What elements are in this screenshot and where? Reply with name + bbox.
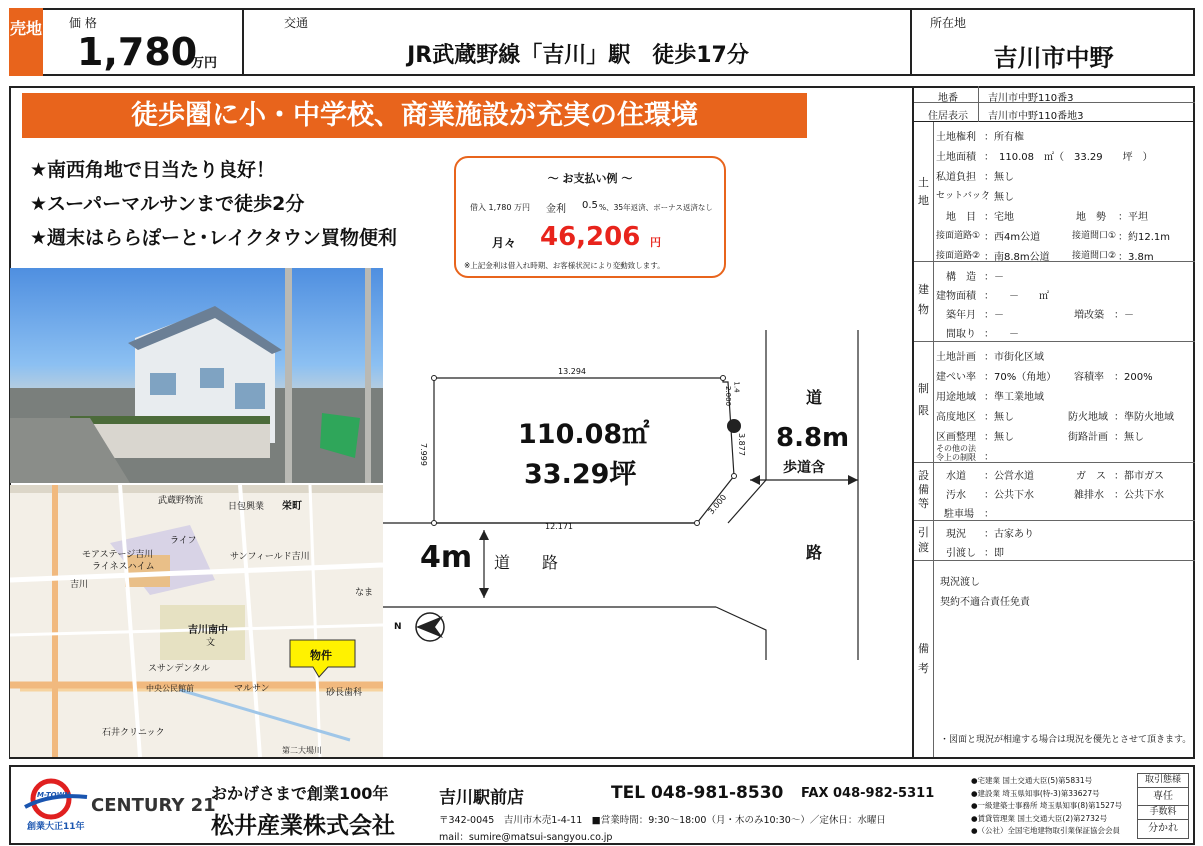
building-section [914, 262, 1195, 342]
limit-label: 用途地域 [936, 392, 976, 403]
equip-label: 水道 [946, 471, 966, 482]
land-label: セットバック [936, 191, 990, 201]
map-label: 砂長歯科 [326, 688, 363, 698]
house-photo [10, 268, 383, 483]
century21-logo: CENTURY 21 [91, 795, 216, 816]
price-value: 1,780 [77, 30, 198, 74]
fee-label: 手数料 [1138, 806, 1188, 820]
chiban-value: 吉川市中野110番3 [988, 93, 1074, 104]
footer [9, 765, 1195, 845]
deliv-value: ：即 [984, 548, 1004, 559]
land-label: 地 目 [936, 212, 976, 223]
equip-label: 駐車場 [944, 509, 974, 520]
headline-banner: 徒歩圏に小・中学校、商業施設が充実の住環境 [22, 93, 807, 138]
map-label: モアステージ吉川 [82, 550, 154, 560]
company-address: 〒342-0045 吉川市木売1-4-11 ■営業時間：9:30～18:00（月・木のみ10:30～）／定休日：水曜日 [439, 815, 886, 826]
limit-label: その他の法 令上の制限 [936, 444, 976, 462]
price-label: 価 格 [69, 16, 97, 30]
limit-value: ：市街化区域 [984, 352, 1044, 363]
chiban-row [914, 86, 1195, 103]
feature-1: ★南西角地で日当たり良好！ [30, 159, 276, 181]
road-south-label: 道 路 [494, 553, 559, 572]
payment-rate-note: %、35年返済、ボーナス返済なし [599, 203, 713, 212]
feature-3: ★週末はららぽーと･レイクタウン買物便利 [30, 227, 397, 249]
land-value: ：平坦 [1118, 212, 1148, 223]
price-unit: 万円 [191, 56, 218, 71]
limit-label: 街路計画 [1068, 432, 1108, 443]
land-label: 接面道路① [936, 231, 981, 241]
payment-rate-label: 金利 [546, 204, 566, 215]
sale-badge: 売地 [9, 8, 43, 76]
payment-monthly-value: 46,206 [540, 222, 641, 252]
mtown-text: M-TOWN [37, 791, 71, 799]
jukyo-value: 吉川市中野110番地3 [988, 111, 1084, 122]
equipment-section-label: 設備等 [914, 463, 934, 521]
property-spec-table [912, 86, 1195, 759]
land-label: 土地面積 [936, 152, 976, 163]
dim-right: 3.877 [736, 433, 746, 456]
equip-value: ：都市ガス [1114, 471, 1164, 482]
land-label: 接面道路② [936, 251, 981, 261]
company-email: mail：sumire@matsui-sangyou.co.jp [439, 832, 613, 843]
limit-value: ：無し [1114, 432, 1144, 443]
map-label: 日包興業 [228, 502, 265, 512]
dim-corner: 3.000 [706, 492, 729, 517]
lot-area-tsubo: 33.29坪 [524, 459, 637, 490]
limit-value: ：70%（角地） [984, 372, 1057, 383]
payment-loan: 借入 1,780 万円 [470, 203, 530, 212]
land-label: 私道負担 [936, 172, 976, 183]
deal-value: 専任 [1138, 788, 1188, 806]
lot-area-m2: 110.08㎡ [518, 419, 650, 450]
lot-diagram [383, 330, 913, 660]
limit-value: ：200% [1114, 372, 1153, 383]
license-item: ●賃貸管理業 国土交通大臣(2)第2732号 [971, 813, 1108, 823]
payment-monthly-label: 月々 [492, 236, 517, 250]
fee-value: 分かれ [1148, 823, 1178, 834]
chiban-label: 地番 [938, 93, 958, 104]
limit-value: ：無し [984, 412, 1014, 423]
land-section [914, 122, 1195, 262]
limit-label: 区画整理 [936, 432, 976, 443]
remarks-section-label: 備考 [914, 561, 934, 757]
road-south-width: 4m [420, 540, 473, 575]
deliv-label: 引渡し [946, 548, 976, 559]
bldg-value: ： － ㎡ [984, 291, 1049, 302]
company-tagline: おかげさまで創業100年 [211, 784, 389, 803]
map-label: 武蔵野物流 [158, 496, 204, 506]
limits-section-label: 制限 [914, 342, 934, 463]
building-section-label: 建物 [914, 262, 934, 342]
road-east-label-2: 路 [806, 543, 823, 562]
bldg-value: ：－ [984, 272, 1004, 283]
phone-number: TEL 048-981-8530 [611, 783, 784, 803]
limit-label: 高度地区 [936, 412, 976, 423]
limit-value: ： [984, 452, 994, 463]
jukyo-label: 住居表示 [928, 111, 968, 122]
delivery-section-label: 引渡 [914, 521, 934, 561]
remarks-note: ・図面と現況が相違する場合は現況を優先とさせて頂きます。 [940, 735, 1192, 745]
map-pin-label: 物件 [310, 649, 332, 662]
land-value: ：所有権 [984, 132, 1024, 143]
land-value: ：約12.1m [1118, 232, 1171, 243]
price-cell [43, 8, 244, 76]
deal-label: 取引態様 [1138, 774, 1188, 788]
map-label: 吉川 [70, 580, 89, 590]
north-label: N [394, 622, 402, 632]
payment-note: ※上記金利は借入れ時期、お客様状況により変動致します。 [464, 261, 665, 270]
payment-monthly-unit: 円 [650, 236, 661, 249]
fax-number: FAX 048-982-5311 [801, 786, 935, 801]
dim-small-2: 2.000 [724, 385, 733, 407]
equip-label: 雑排水 [1074, 490, 1104, 501]
land-value: ：無し [984, 172, 1014, 183]
license-item: ●一級建築士事務所 埼玉県知事(8)第1527号 [971, 801, 1123, 810]
equip-label: ガ ス [1076, 471, 1106, 482]
road-east-width: 8.8m [776, 423, 850, 453]
map-label: ライフ [170, 536, 197, 546]
land-section-label: 土地 [914, 122, 934, 262]
license-list [971, 775, 1122, 838]
deliv-value: ：古家あり [984, 529, 1034, 540]
road-east-note: 歩道含 [783, 460, 825, 476]
bldg-value: ：－ [984, 310, 1004, 321]
location-cell [912, 8, 1195, 76]
house-photo-illustration [10, 268, 383, 483]
payment-example [454, 156, 726, 278]
limit-label: 土地計画 [936, 352, 976, 363]
limit-label: 容積率 [1074, 372, 1104, 383]
bldg-label: 間取り [936, 329, 976, 340]
remarks-section [914, 561, 1195, 757]
map-label: 石井クリニック [102, 728, 165, 738]
limit-value: ：無し [984, 432, 1014, 443]
equip-value: ： [984, 509, 994, 520]
map-label: 吉川南中 [188, 625, 228, 636]
equipment-section [914, 463, 1195, 521]
bldg-value: ：－ [1114, 310, 1134, 321]
land-value: ：3.8m [1118, 252, 1154, 263]
payment-title: ～ お支払い例 ～ [547, 172, 633, 185]
land-label: 接道間口② [1072, 251, 1117, 261]
road-east-label: 道 [806, 388, 823, 407]
location-value: 吉川市中野 [993, 44, 1114, 72]
remark-item: 現況渡し [940, 577, 980, 588]
land-value: ：南8.8m公道 [984, 252, 1050, 263]
license-item: ●（公社）全国宅地建物取引業保証協会会員 [971, 826, 1121, 835]
license-item: ●宅建業 国土交通大臣(5)第5831号 [971, 776, 1093, 785]
traffic-cell [244, 8, 912, 76]
limit-value: ：準防火地域 [1114, 412, 1174, 423]
map-label: 栄町 [282, 501, 302, 512]
bldg-label: 築年月 [936, 310, 976, 321]
limit-label: 建ぺい率 [936, 372, 976, 383]
traffic-value: JR武蔵野線「吉川」駅 徒歩17分 [407, 43, 749, 68]
dim-left: 7.999 [418, 443, 428, 466]
map-label: 第二大場川 [282, 746, 322, 755]
equip-value: ：公共下水 [1114, 490, 1164, 501]
license-item: ●建設業 埼玉県知事(特-3)第33627号 [971, 788, 1100, 798]
equip-label: 汚水 [946, 490, 966, 501]
limit-label: 防火地域 [1068, 412, 1108, 423]
land-label: 土地権利 [936, 132, 976, 143]
deal-terms-box [1137, 773, 1189, 839]
jukyo-row [914, 103, 1195, 122]
bldg-label: 建物面積 [936, 291, 976, 302]
bldg-label: 増改築 [1074, 310, 1104, 321]
map-label: ライネスハイム [92, 562, 155, 572]
equip-value: ：公共下水 [984, 490, 1034, 501]
map-label: 文 [206, 638, 216, 648]
land-value: ：宅地 [984, 212, 1014, 223]
dim-bottom: 12.171 [545, 522, 573, 531]
deliv-label: 現況 [946, 529, 966, 540]
delivery-section [914, 521, 1195, 561]
limits-section [914, 342, 1195, 463]
land-label: 地 勢 [1076, 212, 1106, 223]
map-label: サンフィールド吉川 [230, 552, 310, 562]
traffic-label: 交通 [284, 16, 309, 30]
land-value: ：西4m公道 [984, 232, 1041, 243]
dim-top: 13.294 [558, 367, 586, 376]
area-map [10, 485, 383, 757]
bldg-label: 構 造 [936, 272, 976, 283]
company-name: 松井産業株式会社 [211, 813, 395, 839]
land-value: ：無し [984, 192, 1014, 203]
bldg-value: ： － [984, 329, 1019, 340]
branch-name: 吉川駅前店 [439, 788, 524, 808]
land-label: 接道間口① [1072, 231, 1117, 241]
map-label: スサンデンタル [148, 664, 210, 674]
map-label: なま [355, 588, 374, 598]
map-label: 中央公民館前 [146, 684, 194, 693]
feature-2: ★スーパーマルサンまで徒歩2分 [30, 193, 305, 215]
logo-sub: 創業大正11年 [27, 822, 85, 832]
dim-small-1: 1.4 [732, 381, 741, 393]
limit-value: ：準工業地域 [984, 392, 1044, 403]
location-label: 所在地 [930, 16, 967, 30]
land-area-value: ： 110.08 ㎡（ 33.29 坪 ） [984, 152, 1153, 163]
payment-rate-value: 0.5 [582, 200, 598, 211]
remark-item: 契約不適合責任免責 [940, 597, 1030, 608]
equip-value: ：公営水道 [984, 471, 1034, 482]
map-label: マルサン [234, 684, 270, 694]
